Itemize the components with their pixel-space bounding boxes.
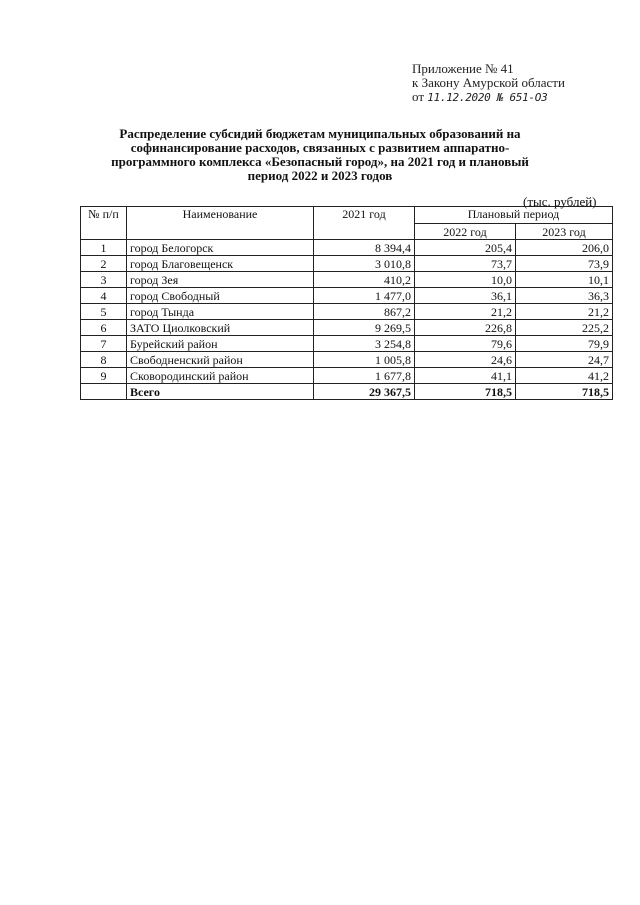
header-num: № п/п [81,207,127,240]
header-2023: 2023 год [516,224,613,240]
appendix-date-prefix: от [412,89,425,104]
row-num: 4 [81,288,127,304]
row-2021: 1 005,8 [314,352,415,368]
row-2021: 9 269,5 [314,320,415,336]
row-2023: 10,1 [516,272,613,288]
row-2021: 1 477,0 [314,288,415,304]
total-num [81,384,127,400]
row-2023: 21,2 [516,304,613,320]
table-row [81,336,613,352]
row-2022: 21,2 [415,304,516,320]
header-planned-period: Плановый период [415,207,613,224]
appendix-block [412,62,565,105]
row-num: 8 [81,352,127,368]
table-row [81,320,613,336]
total-2021: 29 367,5 [314,384,415,400]
table-body [81,240,613,400]
table-row [81,256,613,272]
row-num: 2 [81,256,127,272]
handwritten-date-number: 11.12.2020 № 651-ОЗ [427,91,548,104]
row-name: город Благовещенск [127,256,314,272]
row-2021: 1 677,8 [314,368,415,384]
row-2021: 410,2 [314,272,415,288]
document-title: Распределение субсидий бюджетам муниципальных образований на софинансирование расходов, связанных с развитием аппаратно-программного комплекса «Безопасный город», на 2021 год и плановый период 2022 и 2023 годов [111,126,529,183]
row-2023: 73,9 [516,256,613,272]
appendix-date-line [412,90,565,105]
row-2022: 226,8 [415,320,516,336]
units-label: (тыс. рублей) [523,194,597,209]
row-2022: 79,6 [415,336,516,352]
row-name: город Белогорск [127,240,314,256]
row-name: Сковородинский район [127,368,314,384]
row-2022: 36,1 [415,288,516,304]
subsidy-table [80,206,613,400]
appendix-number: Приложение № 41 [412,61,514,76]
row-2023: 206,0 [516,240,613,256]
row-2022: 10,0 [415,272,516,288]
row-2021: 867,2 [314,304,415,320]
row-num: 6 [81,320,127,336]
header-2022: 2022 год [415,224,516,240]
total-2022: 718,5 [415,384,516,400]
table-total-row [81,384,613,400]
table-row [81,352,613,368]
row-num: 9 [81,368,127,384]
row-2022: 205,4 [415,240,516,256]
header-name: Наименование [127,207,314,240]
row-name: Бурейский район [127,336,314,352]
total-2023: 718,5 [516,384,613,400]
row-num: 7 [81,336,127,352]
total-name: Всего [127,384,314,400]
row-2022: 41,1 [415,368,516,384]
row-name: ЗАТО Циолковский [127,320,314,336]
appendix-law: к Закону Амурской области [412,75,565,90]
row-2021: 3 010,8 [314,256,415,272]
row-2023: 36,3 [516,288,613,304]
row-2021: 3 254,8 [314,336,415,352]
row-name: город Тында [127,304,314,320]
row-2023: 24,7 [516,352,613,368]
row-2022: 24,6 [415,352,516,368]
table-row [81,304,613,320]
header-2021: 2021 год [314,207,415,240]
row-num: 5 [81,304,127,320]
table-row [81,240,613,256]
row-name: город Свободный [127,288,314,304]
table-row [81,368,613,384]
table-header-row [81,207,613,224]
row-num: 3 [81,272,127,288]
row-2022: 73,7 [415,256,516,272]
row-2023: 41,2 [516,368,613,384]
row-2023: 79,9 [516,336,613,352]
row-name: город Зея [127,272,314,288]
row-2023: 225,2 [516,320,613,336]
row-num: 1 [81,240,127,256]
row-2021: 8 394,4 [314,240,415,256]
table-row [81,288,613,304]
table-row [81,272,613,288]
row-name: Свободненский район [127,352,314,368]
